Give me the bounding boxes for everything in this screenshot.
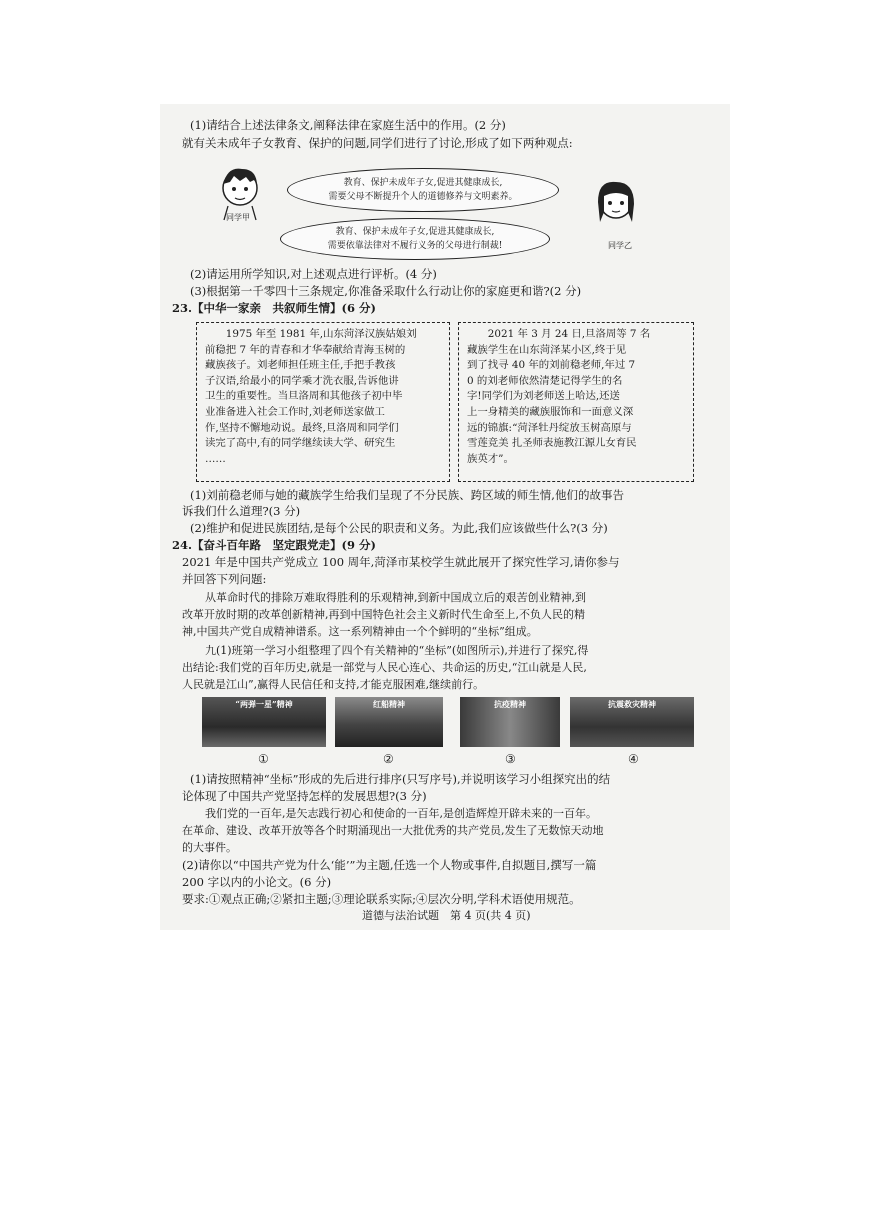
- q24-para1-line: 神,中国共产党自成精神谱系。这一系列精神由一个个鲜明的“坐标”组成。: [182, 625, 538, 638]
- box-left-line: 藏族孩子。刘老师担任班主任,手把手教孩: [205, 359, 396, 372]
- student-b-cartoon: [584, 172, 650, 242]
- q24-para3-line: 我们党的一百年,是矢志践行初心和使命的一百年,是创造辉煌开辟未来的一百年。: [205, 807, 597, 820]
- q24-sub1-line1: (1)请按照精神“坐标”形成的先后进行排序(只写序号),并说明该学习小组探究出的结: [190, 772, 611, 786]
- box-left-line: 读完了高中,有的同学继续读大学、研究生: [205, 437, 396, 450]
- q24-requirements: 要求:①观点正确;②紧扣主题;③理论联系实际;④层次分明,学科术语使用规范。: [182, 892, 581, 906]
- box-left-line: 子汉语,给最小的同学乘才洗衣服,告诉他讲: [205, 374, 399, 387]
- q24-para2-line: 人民就是江山”,赢得人民信任和支持,才能克服困难,继续前行。: [182, 678, 485, 691]
- photo-caption: “两弹一星”精神: [235, 699, 293, 709]
- photo-number: ④: [628, 752, 639, 766]
- q22-sub3: (3)根据第一千零四十三条规定,你准备采取什么行动让你的家庭更和谐?(2 分): [190, 284, 582, 298]
- speech-bubble-b: [280, 218, 550, 260]
- q22-intro: 就有关未成年子女教育、保护的问题,同学们进行了讨论,形成了如下两种观点:: [182, 136, 573, 150]
- photo-number: ②: [383, 752, 394, 766]
- photo-red-boat: [335, 697, 443, 747]
- photo-anti-epidemic: [460, 697, 560, 747]
- q23-sub1-line1: (1)刘前稳老师与她的藏族学生给我们呈现了不分民族、跨区域的师生情,他们的故事告: [190, 488, 624, 502]
- q24-sub1-line2: 论体现了中国共产党坚持怎样的发展思想?(3 分): [182, 789, 427, 803]
- box-left-line: ……: [205, 452, 226, 465]
- student-b-label: 同学乙: [608, 241, 632, 250]
- student-a-label: 同学甲: [226, 213, 250, 222]
- q24-para3-line: 在革命、建设、改革开放等各个时期涌现出一大批优秀的共产党员,发生了无数惊天动地: [182, 824, 604, 837]
- q24-intro-line1: 2021 年是中国共产党成立 100 周年,菏泽市某校学生就此展开了探究性学习,请你参与: [182, 555, 620, 569]
- box-right-line: 族英才”。: [467, 452, 514, 465]
- photo-caption: 抗震救灾精神: [608, 699, 656, 709]
- q24-para3-line: 的大事件。: [182, 841, 237, 854]
- photo-caption: 抗疫精神: [494, 699, 526, 709]
- q23-sub2: (2)维护和促进民族团结,是每个公民的职责和义务。为此,我们应该做些什么?(3 分): [190, 521, 608, 535]
- photo-earthquake-relief: [570, 697, 694, 747]
- q24-para2-line: 出结论:我们党的百年历史,就是一部党与人民心连心、共命运的历史,“江山就是人民,: [182, 661, 587, 674]
- q24-sub2-line1: (2)请你以“中国共产党为什么‘能’”为主题,任选一个人物或事件,自拟题目,撰写一篇: [182, 858, 597, 872]
- box-left-line: 作,坚持不懈地动说。最终,旦洛周和同学们: [205, 421, 399, 434]
- box-left-line: 前稳把 7 年的青春和才华奉献给青海玉树的: [205, 343, 406, 356]
- q23-title: 23.【中华一家亲 共叙师生情】(6 分): [172, 301, 376, 315]
- q24-para2-line: 九(1)班第一学习小组整理了四个有关精神的“坐标”(如图所示),并进行了探究,得: [205, 644, 589, 657]
- bubble-a-line2: 需要父母不断提升个人的道德修养与文明素养。: [328, 192, 518, 202]
- bubble-a-line1: 教育、保护未成年子女,促进其健康成长,: [343, 178, 503, 188]
- bubble-b-line1: 教育、保护未成年子女,促进其健康成长,: [335, 227, 495, 237]
- box-right-line: 到了找寻 40 年的刘前稳老师,年过 7: [467, 359, 636, 372]
- box-left-line: 卫生的重要性。当旦洛周和其他孩子初中毕: [205, 390, 403, 403]
- box-left-line: 业准备进入社会工作时,刘老师送家做工: [205, 405, 385, 418]
- box-right-line: 上一身精美的藏族服饰和一面意义深: [467, 405, 634, 418]
- photo-two-bombs-one-satellite: [202, 697, 326, 747]
- story-box-right: [458, 322, 694, 482]
- q23-sub1-line2: 诉我们什么道理?(3 分): [182, 504, 301, 518]
- box-right-line: 雪莲竞美 扎圣师表施教江源儿女育民: [467, 437, 637, 450]
- q24-para1-line: 从革命时代的排除万难取得胜利的乐观精神,到新中国成立后的艰苦创业精神,到: [205, 591, 586, 604]
- box-right-line: 字!同学们为刘老师送上哈达,还送: [467, 390, 620, 403]
- q24-intro-line2: 并回答下列问题:: [182, 572, 267, 586]
- bubble-b-line2: 需要依靠法律对不履行义务的父母进行制裁!: [327, 241, 503, 251]
- story-box-left: [196, 322, 450, 482]
- box-right-line: 0 的刘老师依然清楚记得学生的名: [467, 374, 623, 387]
- q24-sub2-line2: 200 字以内的小论文。(6 分): [182, 875, 332, 889]
- q22-sub1: (1)请结合上述法律条文,阐释法律在家庭生活中的作用。(2 分): [190, 118, 506, 132]
- photo-number: ①: [258, 752, 269, 766]
- q24-title: 24.【奋斗百年路 坚定跟党走】(9 分): [172, 538, 376, 552]
- box-right-line: 藏族学生在山东菏泽某小区,终于见: [467, 343, 627, 356]
- page-footer: 道德与法治试题 第 4 页(共 4 页): [362, 909, 531, 922]
- box-right-line: 远的锦旗:“菏泽牡丹绽放玉树高原与: [467, 421, 632, 434]
- box-right-line: 2021 年 3 月 24 日,旦洛周等 7 名: [487, 328, 651, 340]
- speech-bubble-a: [287, 168, 559, 212]
- photo-caption: 红船精神: [373, 699, 405, 709]
- q22-sub2: (2)请运用所学知识,对上述观点进行评析。(4 分): [190, 267, 437, 281]
- q24-para1-line: 改革开放时期的改革创新精神,再到中国特色社会主义新时代生命至上,不负人民的精: [182, 608, 585, 621]
- photo-number: ③: [505, 752, 516, 766]
- box-left-line: 1975 年至 1981 年,山东菏泽汉族姑娘刘: [225, 328, 417, 340]
